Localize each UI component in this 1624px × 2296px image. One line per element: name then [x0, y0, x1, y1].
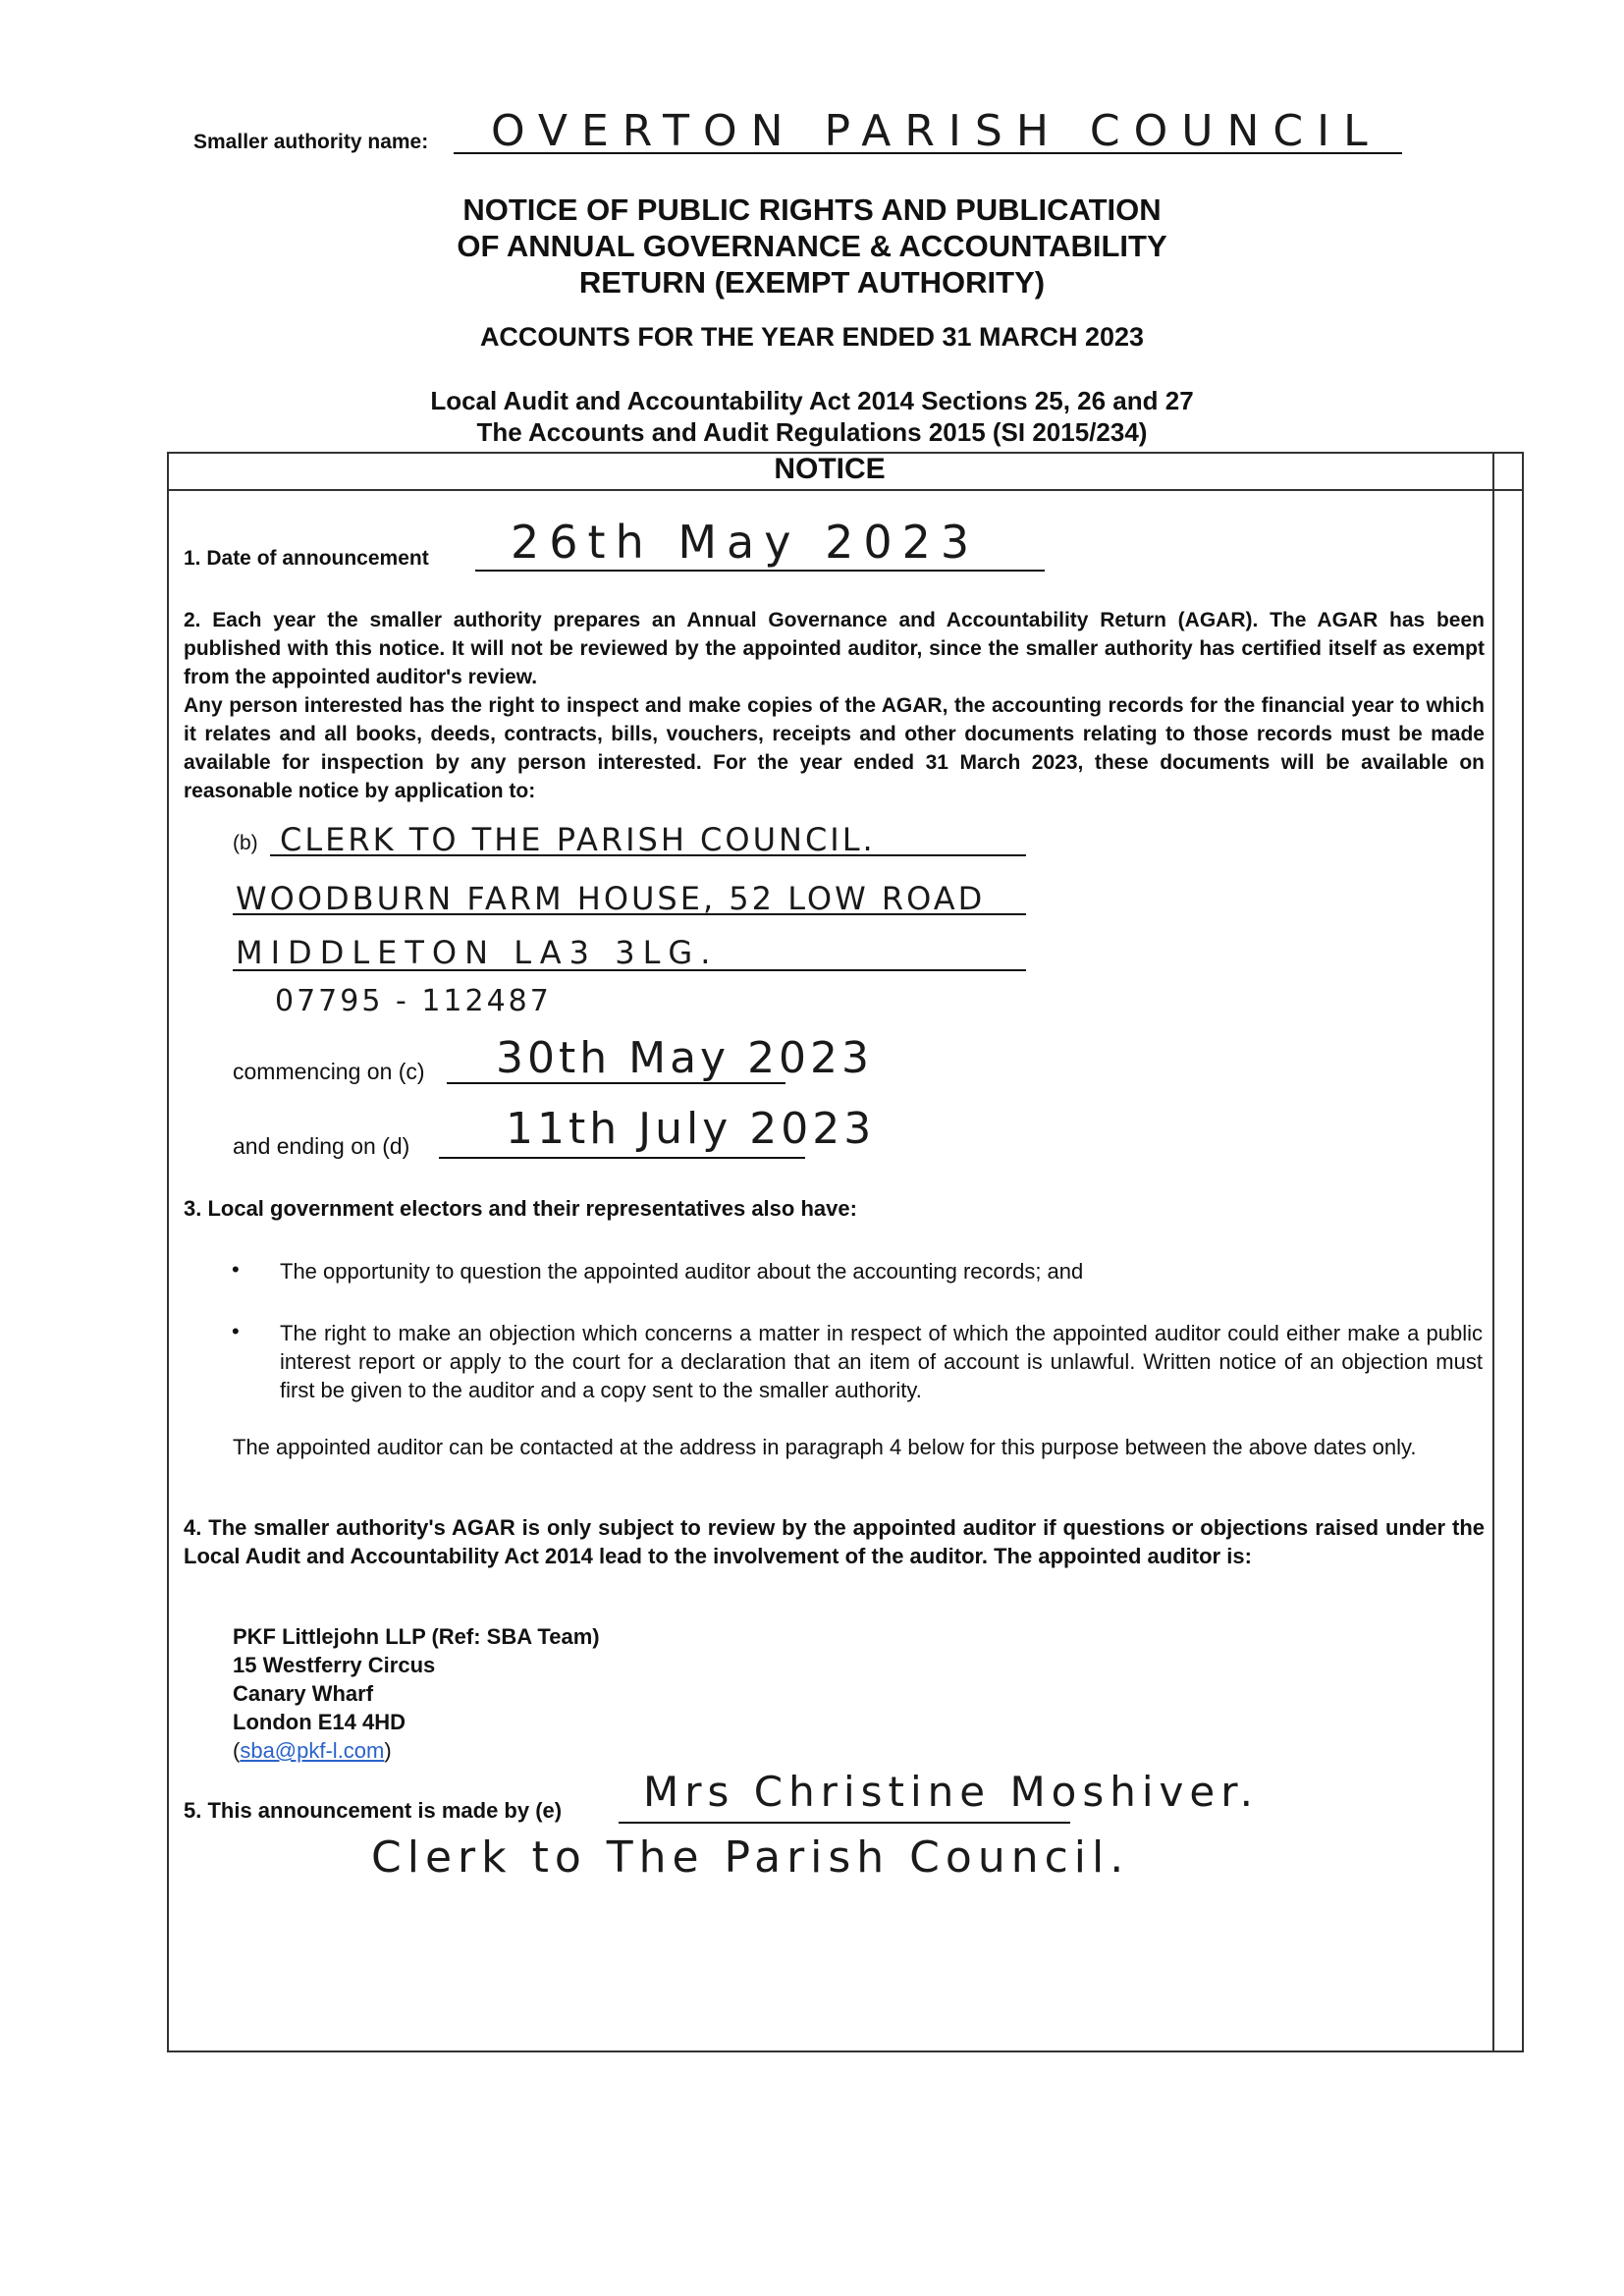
authority-name-label: Smaller authority name:	[193, 131, 429, 153]
section-3-note: The appointed auditor can be contacted at the address in paragraph 4 below for this purpose between the above dates only.	[233, 1435, 1417, 1459]
announcement-date-value: 26th May 2023	[511, 516, 980, 569]
section-3-bullet-2: The right to make an objection which concerns a matter in respect of which the appointed auditor could either make a public interest report or apply to the court for a declaration that an item of account is unlawful. Written notice of an objection must first be given to the auditor and a copy sent to the smaller authority.	[280, 1321, 1483, 1402]
address-line-3: MIDDLETON LA3 3LG.	[236, 934, 719, 971]
ending-label: and ending on (d)	[233, 1133, 410, 1159]
notice-box-right-column	[1492, 452, 1494, 2052]
bullet-1-icon: •	[232, 1257, 240, 1282]
address-line-1: CLERK TO THE PARISH COUNCIL.	[280, 821, 876, 858]
auditor-address-line-2: Canary Wharf	[233, 1681, 374, 1706]
title-line-2: OF ANNUAL GOVERNANCE & ACCOUNTABILITY	[457, 229, 1167, 263]
auditor-address-line-1: 15 Westferry Circus	[233, 1653, 436, 1677]
auditor-email-open-paren: (	[233, 1738, 241, 1763]
auditor-address-line-3: London E14 4HD	[233, 1710, 406, 1734]
authority-name-value: OVERTON PARISH COUNCIL	[491, 106, 1381, 156]
title-line-1: NOTICE OF PUBLIC RIGHTS AND PUBLICATION	[462, 192, 1162, 227]
auditor-email-link[interactable]: sba@pkf-l.com	[240, 1738, 385, 1763]
notice-heading: NOTICE	[774, 453, 886, 485]
address-line-2: WOODBURN FARM HOUSE, 52 LOW ROAD	[236, 880, 986, 917]
announcer-role: Clerk to The Parish Council.	[371, 1832, 1130, 1883]
commencing-label: commencing on (c)	[233, 1059, 425, 1084]
section-3-bullet-1: The opportunity to question the appointed auditor about the accounting records; and	[280, 1259, 1084, 1284]
announcer-name: Mrs Christine Moshiver.	[643, 1768, 1260, 1816]
title-line-3: RETURN (EXEMPT AUTHORITY)	[578, 265, 1046, 300]
section-2-paragraph-1: 2. Each year the smaller authority prepares an Annual Governance and Accountability Return (AGAR). The AGAR has been published with this notice. It will not be reviewed by the appointed auditor, since the smaller authority has certified itself as exempt from the appointed auditor's review.	[184, 609, 1485, 688]
auditor-email-close-paren: )	[384, 1738, 392, 1763]
act-reference-line-2: The Accounts and Audit Regulations 2015 (SI 2015/234)	[476, 417, 1148, 447]
ending-date-value: 11th July 2023	[506, 1104, 876, 1154]
commencing-date-value: 30th May 2023	[496, 1033, 874, 1083]
auditor-name: PKF Littlejohn LLP (Ref: SBA Team)	[233, 1624, 600, 1649]
section-3-heading: 3. Local government electors and their representatives also have:	[184, 1196, 857, 1221]
announcement-date-underline	[475, 570, 1045, 572]
announcement-by-label: 5. This announcement is made by (e)	[184, 1798, 563, 1823]
address-b-label: (b)	[233, 832, 258, 854]
address-phone: 07795 - 112487	[275, 984, 552, 1018]
ending-underline	[439, 1157, 805, 1159]
accounts-year-heading: ACCOUNTS FOR THE YEAR ENDED 31 MARCH 2023	[479, 322, 1145, 352]
auditor-email-row	[233, 1738, 392, 1764]
section-4-paragraph: 4. The smaller authority's AGAR is only subject to review by the appointed auditor if questions or objections raised under the Local Audit and Accountability Act 2014 lead to the involvement of the auditor. The appointed auditor is:	[184, 1515, 1485, 1568]
announcement-by-underline	[619, 1822, 1070, 1824]
bullet-2-icon: •	[232, 1319, 240, 1343]
act-reference-line-1: Local Audit and Accountability Act 2014 Sections 25, 26 and 27	[430, 386, 1194, 415]
announcement-date-label: 1. Date of announcement	[184, 547, 429, 570]
section-2-paragraph-2: Any person interested has the right to inspect and make copies of the AGAR, the accounting records for the financial year to which it relates and all books, deeds, contracts, bills, vouchers, receipts and other documents relating to those records must be made available for inspection by any person interested. For the year ended 31 March 2023, these documents will be available on reasonable notice by application to:	[184, 694, 1485, 802]
